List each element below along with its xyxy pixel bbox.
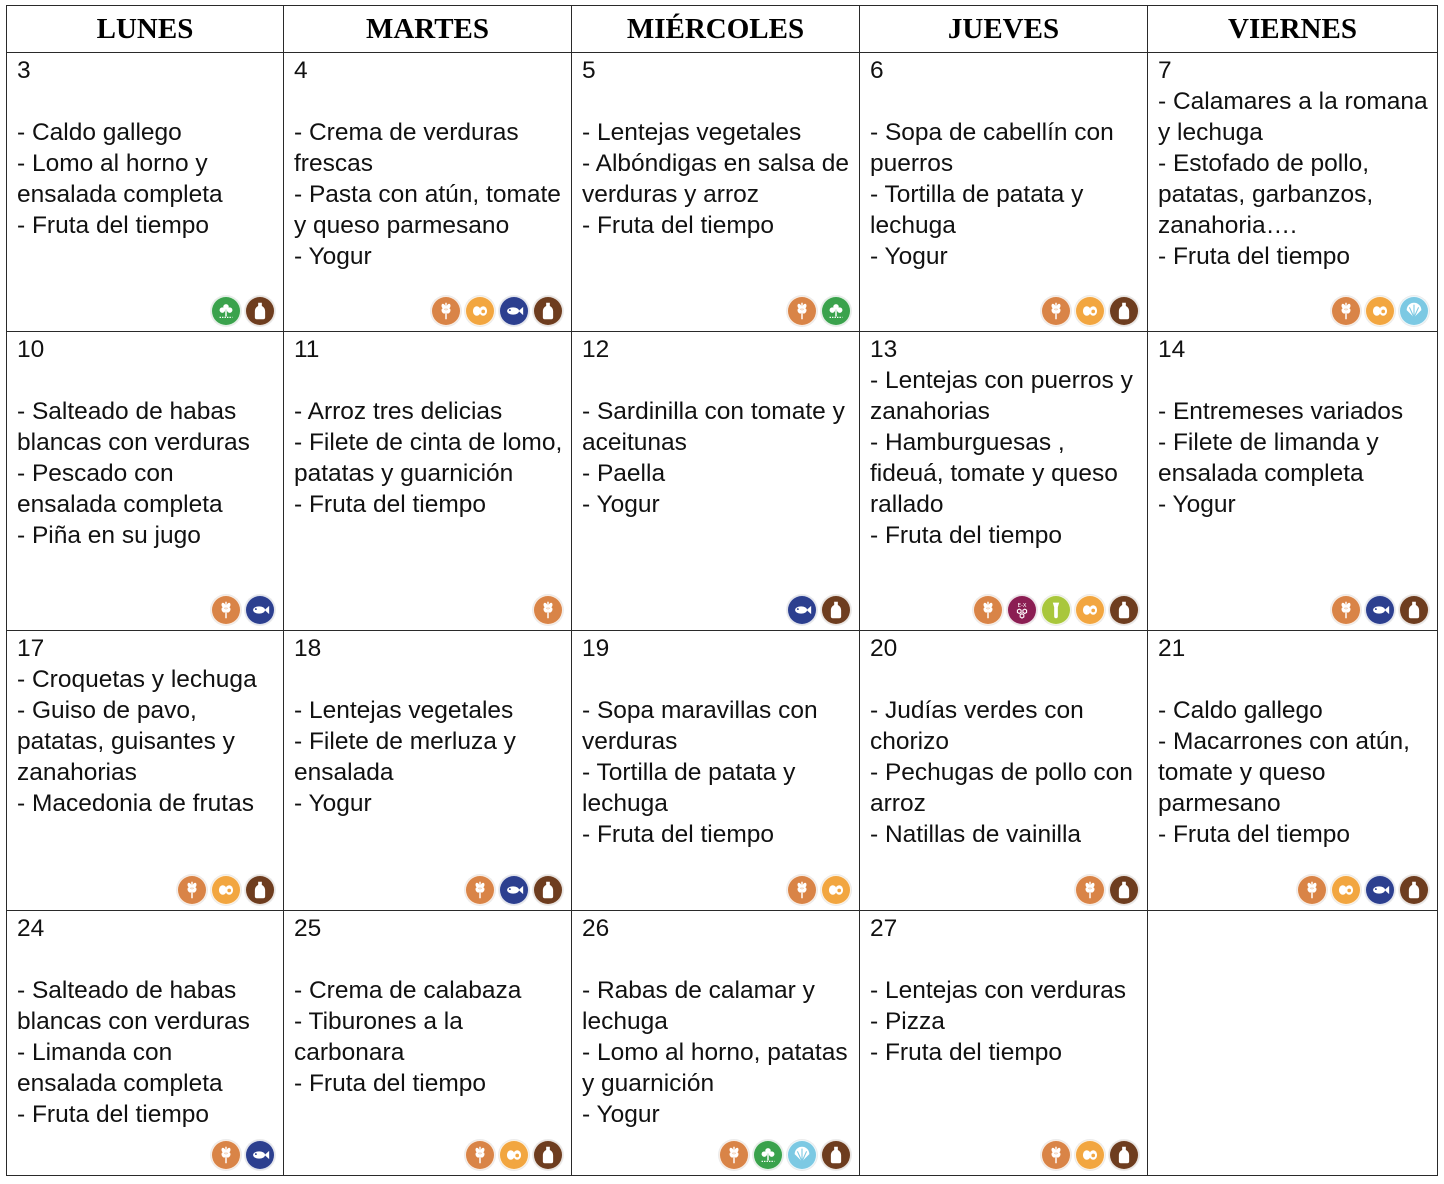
allergen-icons — [973, 595, 1139, 625]
dish-item: - Yogur — [1158, 491, 1236, 519]
dish-item: - Tiburones a la carbonara — [294, 1007, 463, 1066]
gluten-allergen-icon — [1041, 296, 1071, 326]
day-number: 26 — [582, 914, 610, 942]
spacer — [294, 664, 565, 695]
dish-item: - Fruta del tiempo — [582, 212, 774, 239]
shellfish-allergen-icon — [787, 1140, 817, 1170]
svg-text:E-X: E-X — [1017, 602, 1027, 609]
milk-allergen-icon — [1399, 875, 1429, 905]
celery-allergen-icon — [821, 296, 851, 326]
allergen-icons — [177, 875, 275, 905]
day-menu — [1148, 332, 1437, 520]
dish-item: - Crema de verduras frescas — [294, 119, 519, 177]
day-menu — [860, 332, 1147, 551]
dish-item: - Yogur — [582, 491, 660, 519]
allergen-icons — [1297, 875, 1429, 905]
day-menu — [1148, 631, 1437, 850]
celery-allergen-icon — [211, 296, 241, 326]
allergen-icons — [465, 875, 563, 905]
dish-item: - Sardinilla con tomate y aceitunas — [582, 398, 845, 457]
dish-item: - Estofado de pollo, patatas, garbanzos, zanahoria…. — [1158, 150, 1374, 239]
dish-item: - Filete de limanda y ensalada completa — [1158, 429, 1379, 488]
milk-allergen-icon — [1109, 1140, 1139, 1170]
milk-allergen-icon — [821, 595, 851, 625]
day-cell — [572, 53, 860, 332]
egg-allergen-icon — [1075, 595, 1105, 625]
dish-item: - Filete de cinta de lomo, patatas y guarnición — [294, 429, 563, 488]
day-cell — [7, 910, 284, 1176]
day-number: 13 — [870, 336, 898, 364]
dish-item: - Yogur — [294, 243, 372, 270]
dish-item: - Sopa de cabellín con puerros — [870, 119, 1114, 177]
milk-allergen-icon — [533, 296, 563, 326]
gluten-allergen-icon — [973, 595, 1003, 625]
day-menu — [572, 332, 859, 520]
spacer — [294, 944, 565, 975]
fish-allergen-icon — [1365, 875, 1395, 905]
header-miercoles: MIÉRCOLES — [572, 6, 860, 53]
dish-item: - Arroz tres delicias — [294, 398, 503, 426]
mustard-allergen-icon — [1041, 595, 1071, 625]
week-row — [7, 631, 1438, 910]
day-number: 3 — [17, 57, 31, 84]
gluten-allergen-icon — [1331, 595, 1361, 625]
allergen-icons — [1331, 595, 1429, 625]
dish-item: - Fruta del tiempo — [1158, 821, 1350, 849]
day-number: 24 — [17, 914, 45, 942]
gluten-allergen-icon — [1041, 1140, 1071, 1170]
day-number: 19 — [582, 635, 610, 663]
spacer — [17, 944, 277, 975]
dish-item: - Lomo al horno, patatas y guarnición — [582, 1038, 848, 1097]
day-cell — [860, 53, 1148, 332]
egg-allergen-icon — [465, 296, 495, 326]
week-row — [7, 332, 1438, 631]
dish-item: - Fruta del tiempo — [870, 1038, 1062, 1066]
day-menu — [7, 53, 283, 241]
day-menu — [860, 53, 1147, 272]
day-number: 27 — [870, 914, 898, 942]
day-menu — [7, 332, 283, 551]
allergen-icons — [211, 296, 275, 326]
dish-item: - Yogur — [582, 1100, 660, 1128]
header-lunes: LUNES — [7, 6, 284, 53]
day-cell — [1148, 53, 1438, 332]
milk-allergen-icon — [821, 1140, 851, 1170]
day-number: 4 — [294, 57, 308, 84]
gluten-allergen-icon — [719, 1140, 749, 1170]
day-cell — [1148, 332, 1438, 631]
dish-item: - Lentejas con puerros y zanahorias — [870, 367, 1133, 426]
egg-allergen-icon — [499, 1140, 529, 1170]
allergen-icons — [787, 296, 851, 326]
day-number: 7 — [1158, 57, 1172, 84]
dish-item: - Fruta del tiempo — [294, 491, 486, 519]
allergen-icons — [1041, 296, 1139, 326]
dish-item: - Guiso de pavo, patatas, guisantes y zanahorias — [17, 697, 235, 787]
dish-item: - Fruta del tiempo — [17, 212, 209, 239]
dish-item: - Caldo gallego — [17, 119, 182, 146]
day-cell — [572, 910, 860, 1176]
day-cell — [284, 332, 572, 631]
day-menu — [572, 53, 859, 241]
week-row — [7, 910, 1438, 1176]
egg-allergen-icon — [1075, 296, 1105, 326]
day-number: 17 — [17, 635, 45, 663]
day-number: 18 — [294, 635, 322, 663]
allergen-icons — [1075, 875, 1139, 905]
milk-allergen-icon — [533, 875, 563, 905]
gluten-allergen-icon — [177, 875, 207, 905]
dish-item: - Judías verdes con chorizo — [870, 697, 1084, 756]
allergen-icons — [787, 875, 851, 905]
day-cell — [572, 631, 860, 910]
fish-allergen-icon — [1365, 595, 1395, 625]
allergen-icons — [431, 296, 563, 326]
week-row — [7, 53, 1438, 332]
spacer — [870, 664, 1141, 695]
fish-allergen-icon — [245, 595, 275, 625]
dish-item: - Lentejas vegetales — [294, 697, 514, 725]
allergen-icons — [533, 595, 563, 625]
dish-item: - Fruta del tiempo — [870, 522, 1062, 550]
header-martes: MARTES — [284, 6, 572, 53]
gluten-allergen-icon — [431, 296, 461, 326]
dish-item: - Salteado de habas blancas con verduras — [17, 398, 250, 457]
milk-allergen-icon — [1109, 875, 1139, 905]
dish-item: - Lentejas vegetales — [582, 119, 802, 146]
gluten-allergen-icon — [787, 296, 817, 326]
day-number: 25 — [294, 914, 322, 942]
day-menu — [860, 631, 1147, 850]
dish-item: - Hamburguesas , fideuá, tomate y queso rallado — [870, 429, 1118, 519]
dish-item: - Tortilla de patata y lechuga — [582, 759, 796, 818]
day-cell — [284, 631, 572, 910]
spacer — [17, 365, 277, 396]
spacer — [294, 86, 565, 117]
egg-allergen-icon — [1331, 875, 1361, 905]
day-menu — [7, 911, 283, 1130]
spacer — [1158, 365, 1431, 396]
spacer — [870, 944, 1141, 975]
day-menu — [572, 631, 859, 850]
allergen-icons — [211, 1140, 275, 1170]
dish-item: - Paella — [582, 460, 666, 488]
dish-item: - Filete de merluza y ensalada — [294, 728, 516, 787]
gluten-allergen-icon — [1297, 875, 1327, 905]
gluten-allergen-icon — [1075, 875, 1105, 905]
day-menu — [284, 53, 571, 272]
dish-item: - Limanda con ensalada completa — [17, 1038, 223, 1097]
day-cell — [1148, 631, 1438, 910]
day-menu — [284, 332, 571, 520]
celery-allergen-icon — [753, 1140, 783, 1170]
day-cell — [7, 332, 284, 631]
milk-allergen-icon — [245, 875, 275, 905]
egg-allergen-icon — [1075, 1140, 1105, 1170]
milk-allergen-icon — [1109, 296, 1139, 326]
dish-item: - Caldo gallego — [1158, 697, 1323, 725]
day-number: 10 — [17, 336, 45, 364]
fish-allergen-icon — [499, 875, 529, 905]
dish-item: - Entremeses variados — [1158, 398, 1404, 426]
gluten-allergen-icon — [787, 875, 817, 905]
fish-allergen-icon — [245, 1140, 275, 1170]
dish-item: - Pasta con atún, tomate y queso parmesano — [294, 181, 561, 239]
gluten-allergen-icon — [465, 1140, 495, 1170]
dish-item: - Lomo al horno y ensalada completa — [17, 150, 223, 208]
day-cell — [284, 910, 572, 1176]
dish-item: - Fruta del tiempo — [17, 1100, 209, 1128]
dish-item: - Rabas de calamar y lechuga — [582, 976, 815, 1035]
day-menu — [7, 631, 283, 819]
shellfish-allergen-icon — [1399, 296, 1429, 326]
day-cell — [860, 631, 1148, 910]
spacer — [582, 86, 853, 117]
gluten-allergen-icon — [211, 1140, 241, 1170]
day-cell — [284, 53, 572, 332]
day-menu — [1148, 53, 1437, 272]
spacer — [294, 365, 565, 396]
sulphite-allergen-icon — [1007, 595, 1037, 625]
day-number: 14 — [1158, 336, 1186, 364]
day-number: 21 — [1158, 635, 1186, 663]
allergen-icons — [465, 1140, 563, 1170]
dish-item: - Pescado con ensalada completa — [17, 460, 223, 519]
gluten-allergen-icon — [533, 595, 563, 625]
spacer — [1158, 664, 1431, 695]
spacer — [17, 86, 277, 117]
school-lunch-menu-table — [6, 5, 1438, 1176]
dish-item: - Fruta del tiempo — [582, 821, 774, 849]
dish-item: - Salteado de habas blancas con verduras — [17, 976, 250, 1035]
day-number: 20 — [870, 635, 898, 663]
header-jueves: JUEVES — [860, 6, 1148, 53]
day-number: 6 — [870, 57, 884, 84]
spacer — [582, 944, 853, 975]
dish-item: - Pechugas de pollo con arroz — [870, 759, 1133, 818]
milk-allergen-icon — [1109, 595, 1139, 625]
dish-item: - Crema de calabaza — [294, 976, 522, 1004]
egg-allergen-icon — [211, 875, 241, 905]
dish-item: - Croquetas y lechuga — [17, 666, 257, 694]
dish-item: - Piña en su jugo — [17, 522, 201, 550]
gluten-allergen-icon — [465, 875, 495, 905]
dish-item: - Macedonia de frutas — [17, 790, 254, 818]
weekday-header-row — [7, 6, 1438, 53]
spacer — [870, 86, 1141, 117]
header-viernes: VIERNES — [1148, 6, 1438, 53]
day-menu — [284, 631, 571, 819]
dish-item: - Calamares a la romana y lechuga — [1158, 88, 1428, 146]
allergen-icons — [787, 595, 851, 625]
milk-allergen-icon — [245, 296, 275, 326]
allergen-icons — [1041, 1140, 1139, 1170]
dish-item: - Tortilla de patata y lechuga — [870, 181, 1084, 239]
fish-allergen-icon — [787, 595, 817, 625]
dish-item: - Fruta del tiempo — [1158, 243, 1350, 270]
dish-item: - Lentejas con verduras — [870, 976, 1127, 1004]
fish-allergen-icon — [499, 296, 529, 326]
allergen-icons — [211, 595, 275, 625]
day-cell — [572, 332, 860, 631]
day-cell — [7, 53, 284, 332]
allergen-icons — [1331, 296, 1429, 326]
day-cell — [860, 332, 1148, 631]
milk-allergen-icon — [1399, 595, 1429, 625]
day-menu — [284, 911, 571, 1099]
allergen-icons — [719, 1140, 851, 1170]
dish-item: - Yogur — [294, 790, 372, 818]
spacer — [582, 365, 853, 396]
dish-item: - Natillas de vainilla — [870, 821, 1082, 849]
dish-item: - Macarrones con atún, tomate y queso parmesano — [1158, 728, 1410, 818]
empty-day-cell — [1148, 910, 1438, 1176]
dish-item: - Albóndigas en salsa de verduras y arroz — [582, 150, 849, 208]
day-cell — [860, 910, 1148, 1176]
dish-item: - Yogur — [870, 243, 948, 270]
day-menu — [860, 911, 1147, 1068]
dish-item: - Sopa maravillas con verduras — [582, 697, 818, 756]
spacer — [582, 664, 853, 695]
egg-allergen-icon — [821, 875, 851, 905]
gluten-allergen-icon — [211, 595, 241, 625]
day-number: 11 — [294, 336, 320, 364]
dish-item: - Pizza — [870, 1007, 945, 1035]
gluten-allergen-icon — [1331, 296, 1361, 326]
milk-allergen-icon — [533, 1140, 563, 1170]
day-number: 5 — [582, 57, 596, 84]
day-menu — [572, 911, 859, 1130]
day-cell — [7, 631, 284, 910]
day-number: 12 — [582, 336, 610, 364]
egg-allergen-icon — [1365, 296, 1395, 326]
dish-item: - Fruta del tiempo — [294, 1069, 486, 1097]
